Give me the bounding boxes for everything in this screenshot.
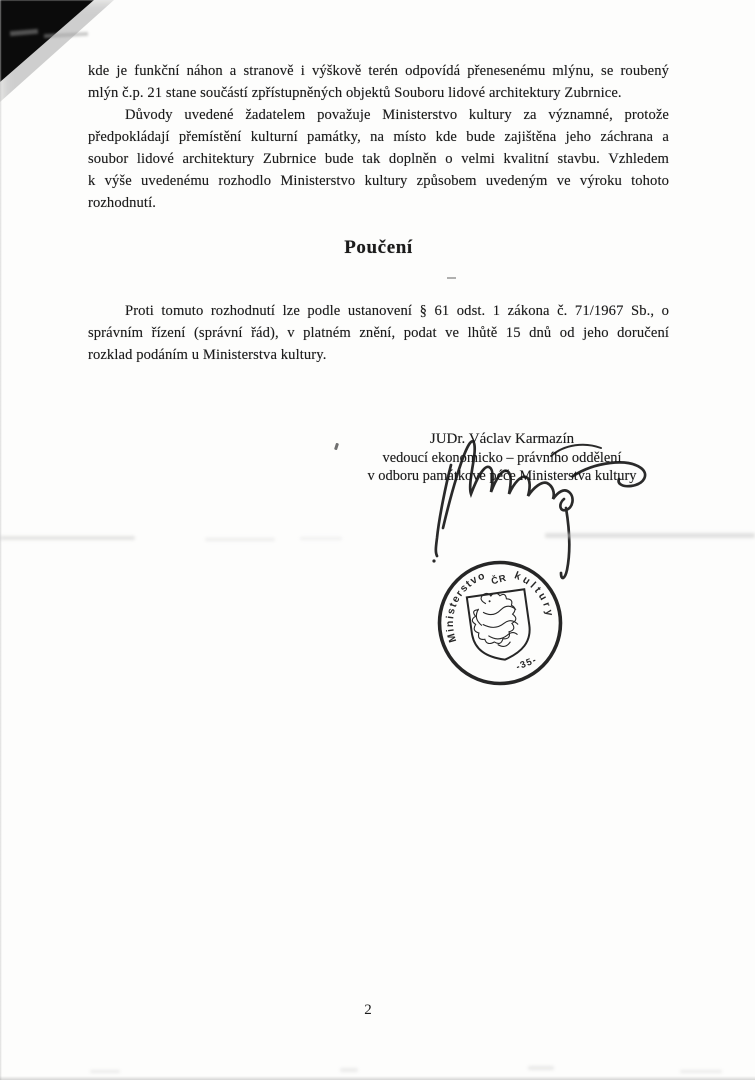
- text-line: rozhodnutí.: [88, 195, 156, 211]
- text-line: Proti tomuto rozhodnutí lze podle ustanovení § 61 odst. 1 zákona č. 71/1967 Sb., o: [125, 303, 669, 319]
- page-number: 2: [364, 1002, 372, 1018]
- page-left-edge: [0, 0, 2, 1080]
- svg-text:kultury: [513, 569, 556, 619]
- scan-smudge-artifact: [545, 533, 755, 538]
- signatory-role-line2: v odboru památkové péče Ministerstva kultury: [367, 468, 637, 485]
- signatory-role-line1: vedoucí ekonomicko – právního oddělení: [382, 450, 622, 466]
- scan-dash-artifact: [447, 277, 456, 279]
- signatory-name: JUDr. Václav Karmazín: [429, 431, 575, 447]
- appeal-paragraph-block: [88, 300, 669, 366]
- signature-block: [328, 430, 676, 486]
- text-line: kde je funkční náhon a stranově i výškově terén odpovídá přenesenému mlýnu, se roubený: [88, 63, 669, 79]
- text-line: k výše uvedenému rozhodlo Ministerstvo kultury způsobem uvedeným ve výroku tohoto: [88, 173, 669, 189]
- text-line: rozklad podáním u Ministerstva kultury.: [88, 347, 327, 363]
- scan-smudge-artifact: [300, 537, 342, 540]
- stamp-country-abbr: ČR: [490, 572, 509, 588]
- page-bottom-edge: [0, 1076, 755, 1080]
- ministry-round-stamp: [427, 550, 573, 696]
- stamp-number: -35-: [514, 654, 539, 673]
- text-line: soubor lidové architektury Zubrnice bude tak doplněn o velmi kvalitní stavbu. Vzhledem: [88, 151, 669, 167]
- text-line: mlýn č.p. 21 stane součástí zpřístupněných objektů Souboru lidové architektury Zubrnice.: [88, 85, 622, 101]
- scan-smudge-artifact: [90, 1070, 120, 1073]
- czech-lion-shield-icon: [467, 588, 534, 664]
- text-line: správním řízení (správní řád), v platném znění, podat ve lhůtě 15 dnů od jeho doručení: [88, 325, 669, 341]
- stamp-ring-text-left: Ministerstvo: [443, 569, 488, 644]
- scan-smudge-artifact: [0, 536, 135, 540]
- text-line: Důvody uvedené žadatelem považuje Ministerstvo kultury za významné, protože: [125, 107, 669, 123]
- scan-smudge-artifact: [205, 538, 275, 541]
- scan-smudge-artifact: [528, 1066, 554, 1070]
- section-heading-pouceni: Poučení: [344, 237, 413, 258]
- svg-text:Ministerstvo: [444, 569, 488, 643]
- scan-smudge-artifact: [340, 1068, 358, 1072]
- scan-smudge-artifact: [680, 1070, 722, 1073]
- body-text-block: [88, 60, 669, 214]
- text-line: předpokládají přemístění kulturní památky, na místo kde bude zajištěna jeho záchrana a: [88, 129, 669, 145]
- stamp-ring-text-right: kultury: [512, 569, 556, 620]
